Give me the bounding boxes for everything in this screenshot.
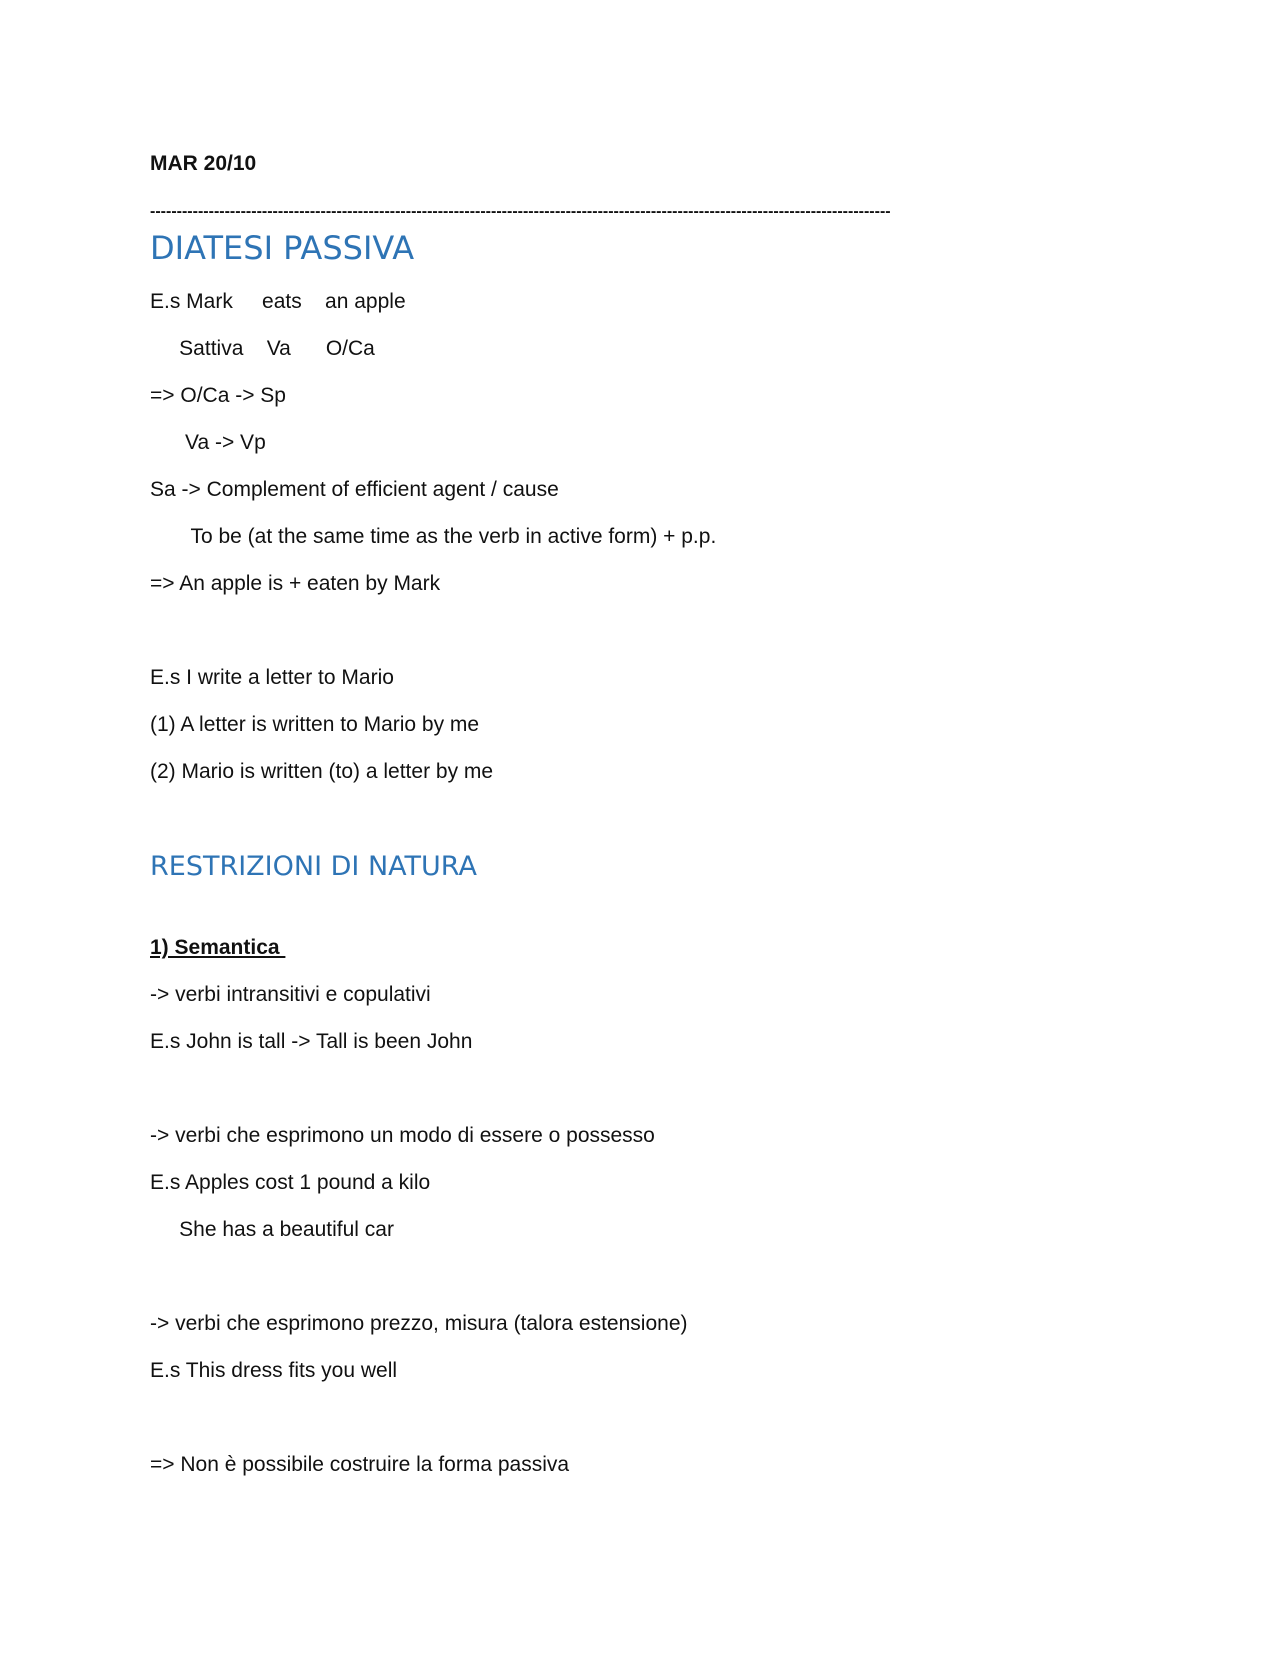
body-line: -> verbi che esprimono prezzo, misura (talora estensione) (150, 1312, 688, 1335)
body-line: Va -> Vp (150, 431, 266, 454)
heading-diatesi-passiva: DIATESI PASSIVA (150, 229, 415, 267)
heading-restrizioni-di-natura: RESTRIZIONI DI NATURA (150, 851, 477, 882)
body-line: => An apple is + eaten by Mark (150, 572, 441, 595)
body-line: (2) Mario is written (to) a letter by me (150, 760, 494, 783)
body-line: E.s I write a letter to Mario (150, 666, 394, 689)
body-line: -> verbi che esprimono un modo di essere o possesso (150, 1124, 655, 1147)
body-line: E.s Mark eats an apple (150, 290, 406, 313)
body-line: Sattiva Va O/Ca (150, 337, 375, 360)
separator-rule: ------------------------------------------------------------------------------------------------------------------------------------------- (150, 203, 891, 220)
body-line: -> verbi intransitivi e copulativi (150, 983, 431, 1006)
body-line: To be (at the same time as the verb in active form) + p.p. (150, 525, 717, 548)
body-line: E.s This dress fits you well (150, 1359, 398, 1382)
body-line: E.s Apples cost 1 pound a kilo (150, 1171, 431, 1194)
date-line: MAR 20/10 (150, 152, 257, 175)
body-line: => Non è possibile costruire la forma passiva (150, 1453, 570, 1476)
body-line: She has a beautiful car (150, 1218, 394, 1241)
body-line: (1) A letter is written to Mario by me (150, 713, 480, 736)
body-line: Sa -> Complement of efficient agent / cause (150, 478, 559, 501)
body-line: => O/Ca -> Sp (150, 384, 286, 407)
body-line: E.s John is tall -> Tall is been John (150, 1030, 473, 1053)
subheading-semantica: 1) Semantica (150, 936, 286, 959)
